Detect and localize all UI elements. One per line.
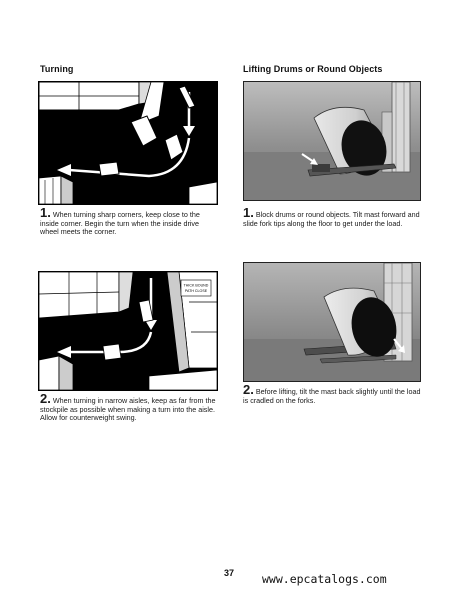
lifting-step-2-number: 2. [243,382,254,397]
page-number: 37 [224,568,235,578]
lifting-heading: Lifting Drums or Round Objects [243,64,383,74]
turning-step-1-caption [40,205,218,237]
lifting-step-1-number: 1. [243,205,254,220]
lifting-step-2-caption [243,382,421,405]
lifting-step-1-caption [243,205,423,228]
watermark-url: www.epcatalogs.com [262,572,387,586]
drum-block-photo [243,81,421,201]
svg-text:PATH CLOSE: PATH CLOSE [184,289,208,293]
turning-step-2-number: 2. [40,391,51,406]
lifting-step-2-text: Before lifting, tilt the mast back slightly until the load is cradled on the forks. [243,387,421,405]
drum-cradled-photo [243,262,421,382]
turning-step-2-text: When turning in narrow aisles, keep as far from the stockpile as possible when making a turn into the aisle. Allow for counterweight swing. [40,396,216,423]
lifting-step-1-text: Block drums or round objects. Tilt mast forward and slide fork tips along the floor to get under the load. [243,210,420,228]
turning-step-1-text: When turning sharp corners, keep close to the inside corner. Begin the turn when the inside drive wheel meets the corner. [40,210,200,237]
sharp-corner-illustration [38,81,218,205]
narrow-aisle-illustration [38,271,218,391]
turning-step-2-caption [40,391,218,423]
turning-step-1-number: 1. [40,205,51,220]
svg-text:THICK BOUND: THICK BOUND [183,283,209,288]
turning-heading: Turning [40,64,74,74]
